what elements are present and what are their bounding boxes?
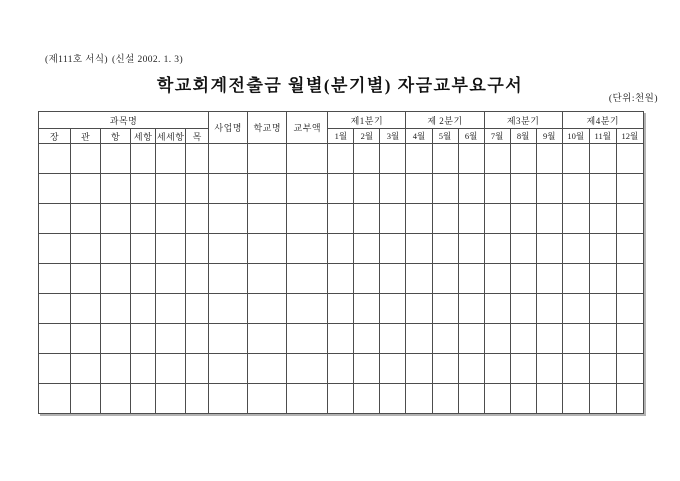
empty-cell	[328, 324, 354, 354]
empty-cell	[589, 324, 616, 354]
revision-note: (신설 2002. 1. 3)	[111, 55, 184, 65]
empty-cell	[186, 174, 209, 204]
empty-cell	[432, 174, 458, 204]
empty-cell	[287, 384, 328, 414]
empty-cell	[484, 324, 510, 354]
empty-cell	[328, 234, 354, 264]
col-header-month-4: 4월	[406, 129, 432, 144]
empty-cell	[248, 174, 287, 204]
empty-cell	[510, 174, 536, 204]
empty-cell	[589, 204, 616, 234]
empty-cell	[380, 144, 406, 174]
empty-cell	[287, 234, 328, 264]
empty-cell	[39, 264, 71, 294]
empty-cell	[432, 204, 458, 234]
col-header-sesehang: 세세항	[156, 129, 186, 144]
empty-cell	[354, 354, 380, 384]
empty-cell	[432, 294, 458, 324]
empty-cell	[39, 174, 71, 204]
empty-cell	[562, 294, 589, 324]
empty-cell	[616, 324, 643, 354]
empty-cell	[71, 294, 101, 324]
empty-cell	[458, 174, 484, 204]
empty-cell	[328, 384, 354, 414]
empty-cell	[458, 234, 484, 264]
empty-cell	[131, 144, 156, 174]
empty-cell	[510, 324, 536, 354]
empty-cell	[101, 384, 131, 414]
empty-cell	[131, 264, 156, 294]
col-group-subject: 과목명	[39, 112, 209, 129]
table-row	[39, 264, 644, 294]
empty-cell	[458, 354, 484, 384]
empty-cell	[209, 294, 248, 324]
empty-cell	[328, 204, 354, 234]
empty-cell	[432, 264, 458, 294]
empty-cell	[589, 294, 616, 324]
empty-cell	[406, 384, 432, 414]
empty-cell	[209, 234, 248, 264]
empty-cell	[536, 204, 562, 234]
empty-cell	[156, 204, 186, 234]
empty-cell	[562, 324, 589, 354]
table-row	[39, 384, 644, 414]
empty-cell	[354, 234, 380, 264]
empty-cell	[209, 384, 248, 414]
empty-cell	[510, 264, 536, 294]
empty-cell	[131, 294, 156, 324]
empty-cell	[510, 204, 536, 234]
empty-cell	[354, 174, 380, 204]
empty-cell	[287, 144, 328, 174]
empty-cell	[156, 354, 186, 384]
col-header-month-8: 8월	[510, 129, 536, 144]
empty-cell	[248, 324, 287, 354]
empty-cell	[510, 294, 536, 324]
empty-cell	[287, 354, 328, 384]
empty-cell	[458, 324, 484, 354]
empty-cell	[209, 144, 248, 174]
empty-cell	[287, 324, 328, 354]
empty-cell	[484, 294, 510, 324]
empty-cell	[101, 264, 131, 294]
table-header	[39, 112, 644, 144]
empty-cell	[248, 144, 287, 174]
empty-cell	[380, 264, 406, 294]
page-title: 학교회계전출금 월별(분기별) 자금교부요구서	[156, 76, 524, 95]
empty-cell	[432, 354, 458, 384]
form-meta-line	[45, 51, 187, 65]
empty-cell	[484, 264, 510, 294]
empty-cell	[616, 234, 643, 264]
empty-cell	[536, 354, 562, 384]
empty-cell	[186, 384, 209, 414]
empty-cell	[406, 294, 432, 324]
empty-cell	[354, 264, 380, 294]
empty-cell	[248, 264, 287, 294]
unit-label: (단위:천원)	[608, 94, 658, 104]
empty-cell	[131, 324, 156, 354]
table-row	[39, 354, 644, 384]
empty-cell	[186, 264, 209, 294]
empty-cell	[209, 264, 248, 294]
empty-cell	[101, 204, 131, 234]
empty-cell	[380, 294, 406, 324]
empty-cell	[458, 384, 484, 414]
empty-cell	[536, 144, 562, 174]
empty-cell	[589, 144, 616, 174]
empty-cell	[131, 234, 156, 264]
col-header-month-12: 12월	[616, 129, 643, 144]
col-header-month-6: 6월	[458, 129, 484, 144]
empty-cell	[354, 324, 380, 354]
empty-cell	[354, 204, 380, 234]
col-header-month-3: 3월	[380, 129, 406, 144]
empty-cell	[328, 354, 354, 384]
empty-cell	[589, 354, 616, 384]
table-row	[39, 144, 644, 174]
col-header-month-5: 5월	[432, 129, 458, 144]
empty-cell	[406, 264, 432, 294]
empty-cell	[406, 234, 432, 264]
col-header-month-7: 7월	[484, 129, 510, 144]
empty-cell	[589, 174, 616, 204]
empty-cell	[101, 294, 131, 324]
col-header-month-11: 11월	[589, 129, 616, 144]
empty-cell	[406, 204, 432, 234]
col-header-gwan: 관	[71, 129, 101, 144]
empty-cell	[287, 204, 328, 234]
empty-cell	[39, 144, 71, 174]
empty-cell	[562, 144, 589, 174]
empty-cell	[71, 264, 101, 294]
empty-cell	[248, 204, 287, 234]
empty-cell	[101, 174, 131, 204]
empty-cell	[248, 294, 287, 324]
empty-cell	[156, 264, 186, 294]
empty-cell	[354, 294, 380, 324]
empty-cell	[71, 324, 101, 354]
empty-cell	[484, 384, 510, 414]
col-header-jang: 장	[39, 129, 71, 144]
col-header-school-name: 학교명	[248, 112, 287, 144]
empty-cell	[156, 144, 186, 174]
fund-request-table	[38, 111, 644, 414]
empty-cell	[39, 294, 71, 324]
empty-cell	[589, 234, 616, 264]
empty-cell	[589, 384, 616, 414]
empty-cell	[562, 354, 589, 384]
col-group-quarter-1: 제1분기	[328, 112, 406, 129]
empty-cell	[432, 324, 458, 354]
empty-cell	[186, 144, 209, 174]
empty-cell	[39, 234, 71, 264]
empty-cell	[156, 384, 186, 414]
empty-cell	[380, 204, 406, 234]
empty-cell	[328, 264, 354, 294]
empty-cell	[131, 354, 156, 384]
empty-cell	[156, 234, 186, 264]
table-row	[39, 324, 644, 354]
empty-cell	[432, 144, 458, 174]
empty-cell	[406, 324, 432, 354]
empty-cell	[562, 384, 589, 414]
empty-cell	[101, 324, 131, 354]
empty-cell	[406, 174, 432, 204]
empty-cell	[209, 324, 248, 354]
empty-cell	[432, 384, 458, 414]
empty-cell	[156, 324, 186, 354]
empty-cell	[209, 204, 248, 234]
empty-cell	[616, 354, 643, 384]
empty-cell	[354, 384, 380, 414]
empty-cell	[186, 234, 209, 264]
col-header-sehang: 세항	[131, 129, 156, 144]
empty-cell	[484, 204, 510, 234]
empty-cell	[458, 144, 484, 174]
empty-cell	[209, 354, 248, 384]
empty-cell	[510, 354, 536, 384]
empty-cell	[328, 144, 354, 174]
col-header-hang: 항	[101, 129, 131, 144]
empty-cell	[39, 324, 71, 354]
empty-cell	[536, 384, 562, 414]
empty-cell	[156, 174, 186, 204]
empty-cell	[616, 264, 643, 294]
col-header-mok: 목	[186, 129, 209, 144]
empty-cell	[186, 354, 209, 384]
empty-cell	[562, 204, 589, 234]
col-group-quarter-3: 제3분기	[484, 112, 562, 129]
empty-cell	[458, 264, 484, 294]
col-group-quarter-2: 제 2분기	[406, 112, 484, 129]
col-header-month-9: 9월	[536, 129, 562, 144]
form-number: (제111호 서식)	[45, 55, 108, 65]
empty-cell	[209, 174, 248, 204]
empty-cell	[510, 234, 536, 264]
empty-cell	[458, 294, 484, 324]
empty-cell	[71, 204, 101, 234]
empty-cell	[616, 174, 643, 204]
empty-cell	[536, 294, 562, 324]
col-header-month-1: 1월	[328, 129, 354, 144]
empty-cell	[432, 234, 458, 264]
empty-cell	[71, 144, 101, 174]
empty-cell	[616, 204, 643, 234]
empty-cell	[328, 294, 354, 324]
header-group-row	[39, 112, 644, 129]
empty-cell	[248, 234, 287, 264]
empty-cell	[536, 264, 562, 294]
empty-cell	[71, 234, 101, 264]
table-row	[39, 294, 644, 324]
empty-cell	[536, 234, 562, 264]
empty-cell	[406, 144, 432, 174]
table-row	[39, 204, 644, 234]
header-detail-row	[39, 129, 644, 144]
empty-cell	[562, 174, 589, 204]
empty-cell	[101, 234, 131, 264]
empty-cell	[39, 384, 71, 414]
empty-cell	[380, 354, 406, 384]
empty-cell	[616, 144, 643, 174]
empty-cell	[616, 294, 643, 324]
col-header-grant-amount: 교부액	[287, 112, 328, 144]
col-header-business-name: 사업명	[209, 112, 248, 144]
empty-cell	[248, 354, 287, 384]
empty-cell	[248, 384, 287, 414]
empty-cell	[458, 204, 484, 234]
empty-cell	[484, 234, 510, 264]
empty-cell	[131, 204, 156, 234]
empty-cell	[536, 324, 562, 354]
empty-cell	[287, 174, 328, 204]
empty-cell	[71, 354, 101, 384]
empty-cell	[380, 234, 406, 264]
empty-cell	[589, 264, 616, 294]
empty-cell	[71, 174, 101, 204]
table-row	[39, 174, 644, 204]
empty-cell	[406, 354, 432, 384]
empty-cell	[562, 234, 589, 264]
empty-cell	[510, 384, 536, 414]
col-group-quarter-4: 제4분기	[562, 112, 643, 129]
empty-cell	[616, 384, 643, 414]
empty-cell	[186, 324, 209, 354]
empty-cell	[484, 144, 510, 174]
empty-cell	[39, 354, 71, 384]
empty-cell	[101, 144, 131, 174]
empty-cell	[484, 174, 510, 204]
empty-cell	[484, 354, 510, 384]
empty-cell	[380, 174, 406, 204]
empty-cell	[510, 144, 536, 174]
col-header-month-10: 10월	[562, 129, 589, 144]
empty-cell	[380, 324, 406, 354]
empty-cell	[101, 354, 131, 384]
empty-cell	[131, 174, 156, 204]
col-header-month-2: 2월	[354, 129, 380, 144]
empty-cell	[287, 294, 328, 324]
empty-cell	[328, 174, 354, 204]
empty-cell	[562, 264, 589, 294]
empty-cell	[39, 204, 71, 234]
table-row	[39, 234, 644, 264]
empty-cell	[71, 384, 101, 414]
empty-cell	[380, 384, 406, 414]
empty-cell	[186, 204, 209, 234]
table-body	[39, 144, 644, 414]
empty-cell	[131, 384, 156, 414]
empty-cell	[287, 264, 328, 294]
empty-cell	[156, 294, 186, 324]
empty-cell	[186, 294, 209, 324]
empty-cell	[536, 174, 562, 204]
empty-cell	[354, 144, 380, 174]
